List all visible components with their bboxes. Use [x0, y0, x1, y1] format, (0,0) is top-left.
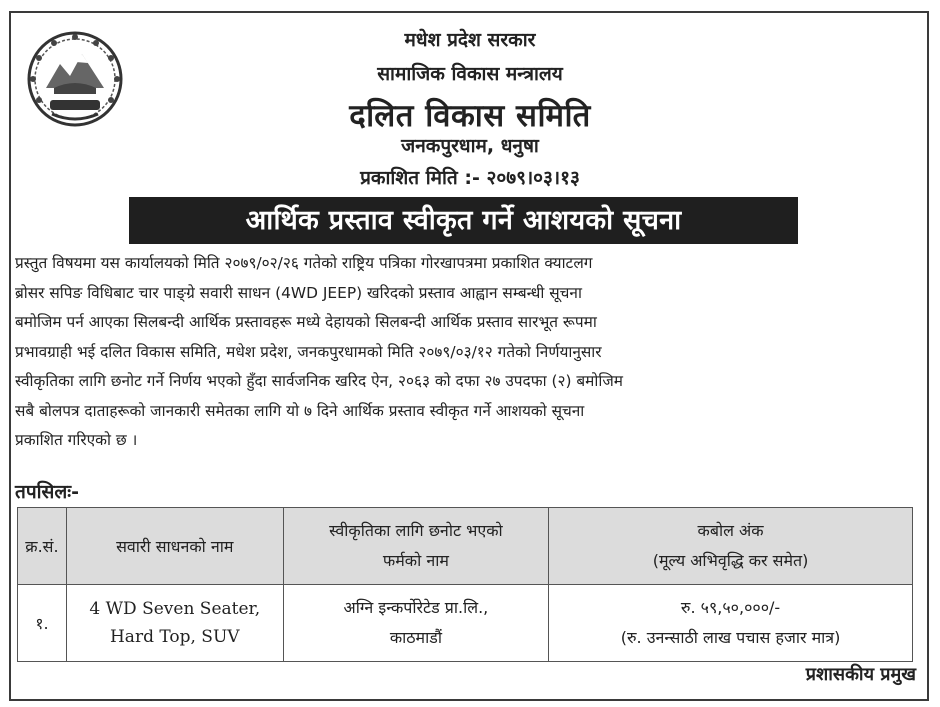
header-amount-line1: कबोल अंक	[697, 521, 764, 540]
header-firm-line2: फर्मको नाम	[382, 551, 449, 570]
cell-amount	[549, 585, 913, 662]
body-line: ब्रोसर सपिङ विधिबाट चार पाङ्ग्रे सवारी साधन (4WD JEEP) खरिदको प्रस्ताव आह्वान सम्बन्धी सूचना	[15, 283, 582, 302]
body-line: प्रभावग्राही भई दलित विकास समिति, मधेश प्रदेश, जनकपुरधामको मिति २०७९/०३/१२ गतेको निर्णयानुसार	[15, 342, 602, 361]
table-row	[18, 585, 913, 662]
cell-firm	[283, 585, 548, 662]
body-line: प्रस्तुत विषयमा यस कार्यालयको मिति २०७९/०२/२६ गतेको राष्ट्रिय पत्रिका गोरखापत्रमा प्रकाशित क्याटलग	[15, 254, 593, 272]
firm-line2: काठमाडौं	[389, 628, 442, 647]
header-firm-line1: स्वीकृतिका लागि छनोट भएको	[329, 521, 503, 540]
body-line: सबै बोलपत्र दाताहरूको जानकारी समेतका लागि यो ७ दिने आर्थिक प्रस्ताव स्वीकृत गर्ने आशयको सूचना	[15, 401, 585, 420]
vehicle-line2: Hard Top, SUV	[109, 627, 240, 647]
organization-title: दलित विकास समिति	[349, 98, 591, 134]
published-date: प्रकाशित मिति :- २०७९।०३।१३	[360, 167, 580, 189]
notice-title-banner: आर्थिक प्रस्ताव स्वीकृत गर्ने आशयको सूचना	[129, 197, 798, 244]
government-name: मधेश प्रदेश सरकार	[404, 29, 536, 51]
cell-serial: १.	[18, 585, 67, 662]
vehicle-line1: 4 WD Seven Seater,	[89, 599, 261, 619]
header-amount	[549, 508, 913, 585]
schedule-table	[17, 507, 913, 662]
signatory-title: प्रशासकीय प्रमुख	[805, 664, 916, 685]
firm-line1: अग्नि इन्कर्पोरेटेड प्रा.लि.,	[343, 598, 489, 617]
ministry-name: सामाजिक विकास मन्त्रालय	[377, 63, 563, 85]
amount-figure: रु. ५९,५०,०००/-	[680, 598, 781, 617]
table-header-row	[18, 508, 913, 585]
body-line: बमोजिम पर्न आएका सिलबन्दी आर्थिक प्रस्तावहरू मध्ये देहायको सिलबन्दी आर्थिक प्रस्ताव सारभूत रूपमा	[15, 313, 597, 331]
cell-vehicle	[66, 585, 283, 662]
body-line: स्वीकृतिका लागि छनोट गर्ने निर्णय भएको हुँदा सार्वजनिक खरिद ऐन, २०६३ को दफा २७ उपदफा (२) बमोजिम	[15, 372, 623, 390]
amount-words: (रु. उनन्साठी लाख पचास हजार मात्र)	[620, 628, 841, 647]
header-amount-line2: (मूल्य अभिवृद्धि कर समेत)	[652, 551, 809, 570]
office-location: जनकपुरधाम, धनुषा	[401, 135, 539, 157]
notice-body	[15, 249, 911, 456]
header-vehicle: सवारी साधनको नाम	[66, 508, 283, 585]
body-line: प्रकाशित गरिएको छ ।	[15, 431, 138, 449]
header-serial: क्र.सं.	[18, 508, 67, 585]
header-firm	[283, 508, 548, 585]
schedule-label: तपसिलः-	[15, 481, 79, 503]
